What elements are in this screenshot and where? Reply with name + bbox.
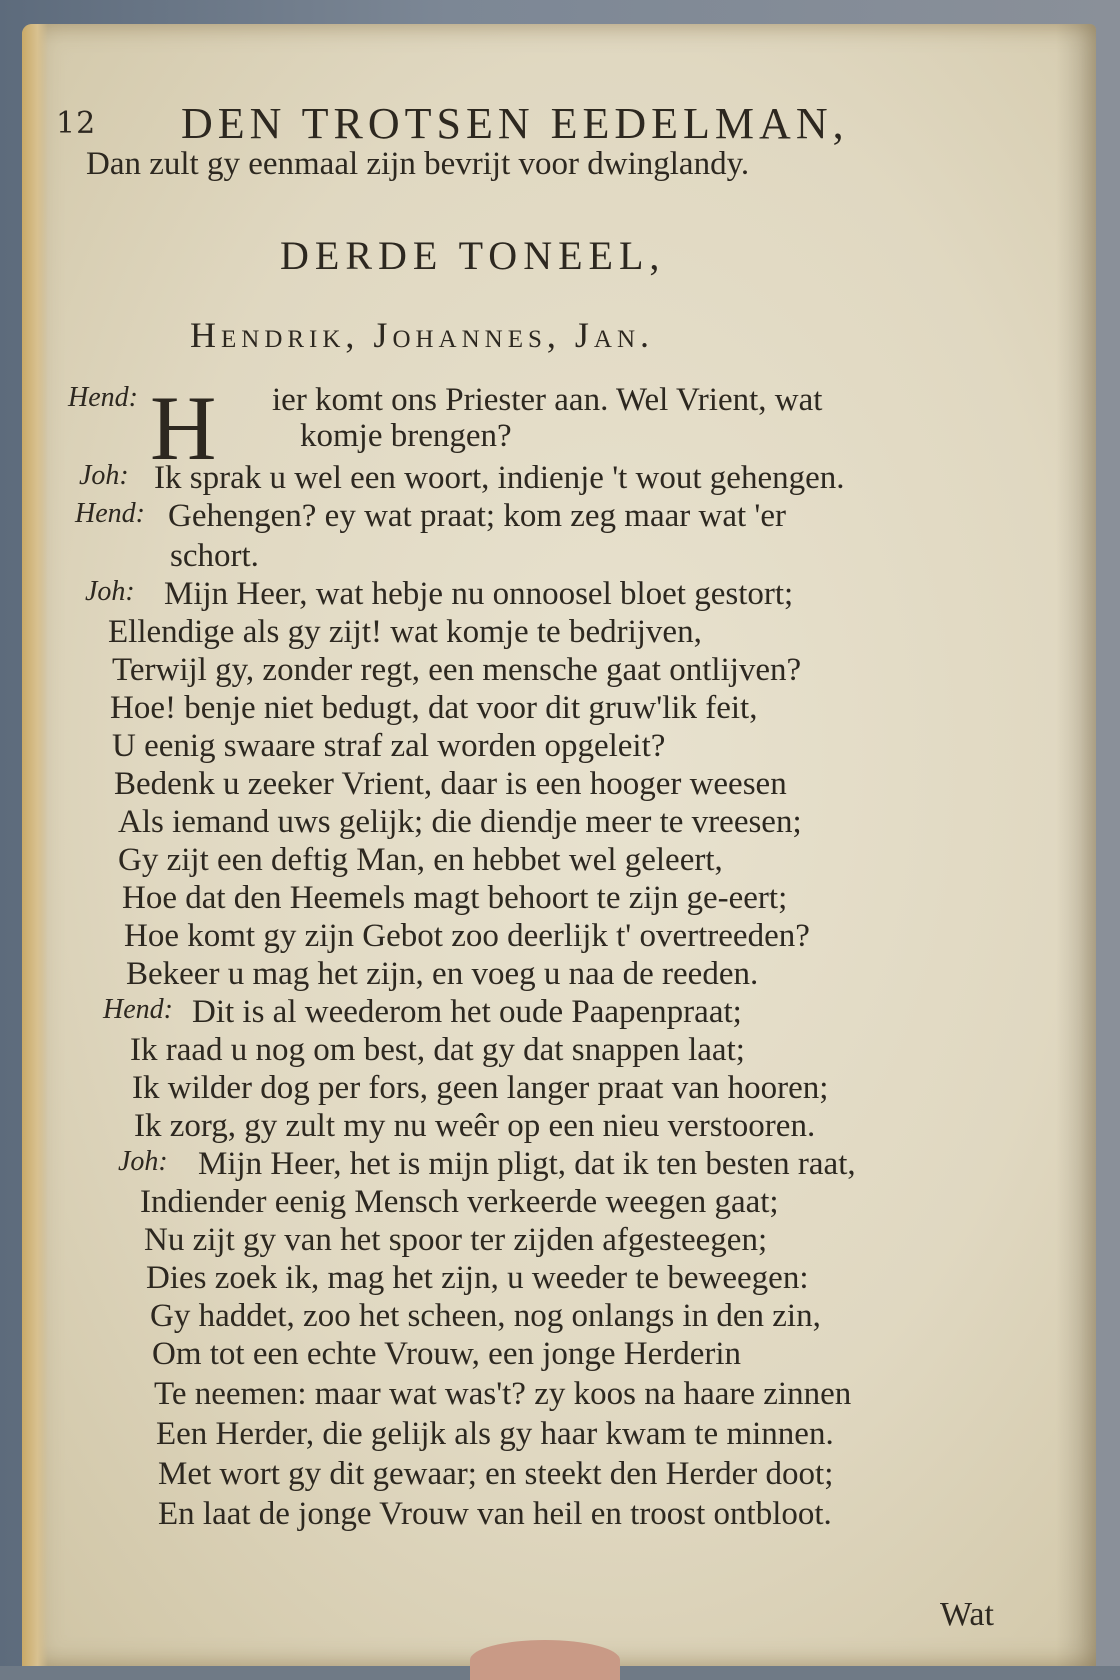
verse-line: schort. (170, 538, 259, 574)
catchword: Wat (940, 1596, 994, 1633)
verse-line: Gy haddet, zoo het scheen, nog onlangs in den zin, (150, 1298, 821, 1334)
verse-line: Terwijl gy, zonder regt, een mensche gaat ontlijven? (112, 652, 802, 688)
verse-line: Ellendige als gy zijt! wat komje te bedrijven, (108, 614, 702, 650)
speaker-label: Hend: (68, 382, 138, 413)
verse-line: Ik wilder dog per fors, geen langer praat van hooren; (132, 1070, 829, 1106)
speaker-label: Joh: (79, 460, 129, 491)
verse-line: Te neemen: maar wat was't? zy koos na haare zinnen (154, 1376, 852, 1412)
verse-line: Ik zorg, gy zult my nu weêr op een nieu verstooren. (134, 1108, 816, 1144)
verse-line: Met wort gy dit gewaar; en steekt den Herder doot; (158, 1456, 834, 1492)
speaker-label: Hend: (103, 994, 173, 1025)
verse-line: Mijn Heer, het is mijn pligt, dat ik ten besten raat, (198, 1146, 856, 1182)
verse-line: Als iemand uws gelijk; die diendje meer te vreesen; (118, 804, 802, 840)
scene-title: DERDE TONEEL, (280, 233, 666, 278)
verse-text (22, 24, 1096, 1666)
verse-line: ier komt ons Priester aan. Wel Vrient, wat (272, 382, 823, 418)
verse-line: Hoe! benje niet bedugt, dat voor dit gruw'lik feit, (110, 690, 758, 726)
book-page (22, 24, 1096, 1666)
verse-line: komje brengen? (300, 418, 512, 454)
page-number: 12 (56, 106, 97, 141)
verse-line: Dies zoek ik, mag het zijn, u weeder te beweegen: (146, 1260, 809, 1296)
verse-line: Ik raad u nog om best, dat gy dat snappen laat; (130, 1032, 745, 1068)
verse-line: Gy zijt een deftig Man, en hebbet wel geleert, (118, 842, 723, 878)
verse-line: Hoe dat den Heemels magt behoort te zijn ge-eert; (122, 880, 788, 916)
thumb-holding-page (470, 1640, 620, 1680)
verse-line: Een Herder, die gelijk als gy haar kwam te minnen. (156, 1416, 834, 1452)
verse-line: Gehengen? ey wat praat; kom zeg maar wat 'er (168, 498, 786, 534)
verse-line: Om tot een echte Vrouw, een jonge Herderin (152, 1336, 742, 1372)
speaker-label: Joh: (85, 576, 135, 607)
cast-list: Hendrik, Johannes, Jan. (190, 315, 655, 355)
verse-line: Bekeer u mag het zijn, en voeg u naa de reeden. (126, 956, 759, 992)
speaker-label: Hend: (75, 498, 145, 529)
verse-line: Nu zijt gy van het spoor ter zijden afgesteegen; (144, 1222, 768, 1258)
verse-line: U eenig swaare straf zal worden opgeleit? (112, 728, 666, 764)
verse-line: Hoe komt gy zijn Gebot zoo deerlijk t' overtreeden? (124, 918, 810, 954)
verse-line: Bedenk u zeeker Vrient, daar is een hooger weesen (114, 766, 787, 802)
verse-line: Dit is al weederom het oude Paapenpraat; (192, 994, 742, 1030)
verse-line: Dan zult gy eenmaal zijn bevrijt voor dwinglandy. (86, 146, 750, 182)
verse-line: Mijn Heer, wat hebje nu onnoosel bloet gestort; (164, 576, 794, 612)
drop-cap: H (150, 377, 217, 479)
verse-line: En laat de jonge Vrouw van heil en troost ontbloot. (158, 1496, 832, 1532)
running-title: DEN TROTSEN EEDELMAN, (181, 99, 849, 148)
verse-line: Indiender eenig Mensch verkeerde weegen gaat; (140, 1184, 779, 1220)
speaker-label: Joh: (118, 1146, 168, 1177)
verse-line: Ik sprak u wel een woort, indienje 't wout gehengen. (154, 460, 845, 496)
